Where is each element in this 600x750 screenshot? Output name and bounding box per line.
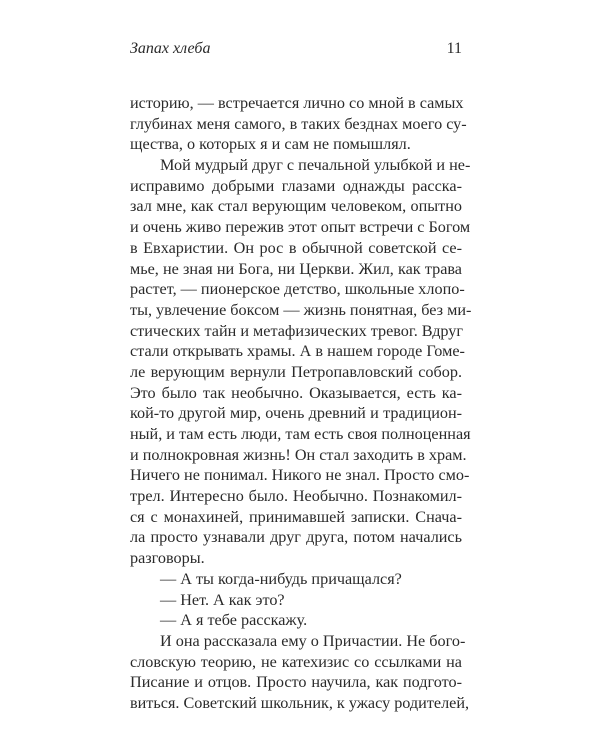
text-line: стических тайн и метафизических тревог. Вдруг (130, 321, 464, 340)
text-line: — А ты когда-нибудь причащался? (160, 569, 402, 588)
text-line: щества, о которых я и сам не помышлял. (130, 135, 411, 154)
running-title: Запах хлеба (130, 40, 211, 57)
body-text (130, 93, 472, 714)
text-line: и полнокровная жизнь! Он стал заходить в храм. (130, 445, 467, 464)
text-line: разговоры. (130, 549, 205, 568)
text-line: ный, и там есть люди, там есть своя полноценная (130, 425, 471, 443)
text-line: в Евхаристии. Он рос в обычной советской се- (130, 238, 462, 257)
text-line: И она рассказала ему о Причастии. Не бого- (160, 631, 466, 650)
text-line: трел. Интересно было. Необычно. Познакомил- (130, 487, 462, 506)
text-line: — А я тебе расскажу. (160, 611, 308, 630)
page-header (130, 40, 462, 66)
text-line: ся с монахиней, принимавшей записки. Снача- (130, 507, 462, 526)
text-line: историю, — встречается лично со мной в самых (130, 94, 464, 112)
text-line: зал мне, как стал верующим человеком, опытно (130, 197, 462, 216)
text-line: ла просто узнавали друг друга, потом начались (130, 528, 462, 547)
text-line: — Нет. А как это? (160, 590, 285, 609)
text-line: глубинах меня самого, в таких безднах моего су- (130, 114, 467, 133)
page-number: 11 (446, 40, 462, 57)
text-line: виться. Советский школьник, к ужасу родителей, (130, 693, 470, 712)
text-line: ле верующим вернули Петропавловский собор. (130, 362, 462, 381)
text-line: и очень живо пережив этот опыт встречи с Богом (130, 218, 471, 237)
text-line: словскую теорию, не катехизис со ссылками на (130, 652, 462, 671)
text-line: растет, — пионерское детство, школьные хлопо- (130, 280, 465, 299)
text-line: исправимо добрыми глазами однажды расска- (130, 176, 462, 195)
text-line: Мой мудрый друг с печальной улыбкой и не- (160, 156, 471, 175)
text-line: ты, увлечение боксом — жизнь понятная, без ми- (130, 300, 472, 319)
text-line: кой-то другой мир, очень древний и традицион- (130, 404, 462, 423)
text-line: Ничего не понимал. Никого не знал. Просто смо- (130, 466, 470, 485)
text-line: стали открывать храмы. А в нашем городе Гоме- (130, 342, 465, 361)
text-line: мье, не зная ни Бога, ни Церкви. Жил, как трава (130, 259, 462, 278)
text-line: Это было так необычно. Оказывается, есть ка- (130, 383, 462, 402)
text-line: Писание и отцов. Просто научила, как подгото- (130, 673, 462, 692)
